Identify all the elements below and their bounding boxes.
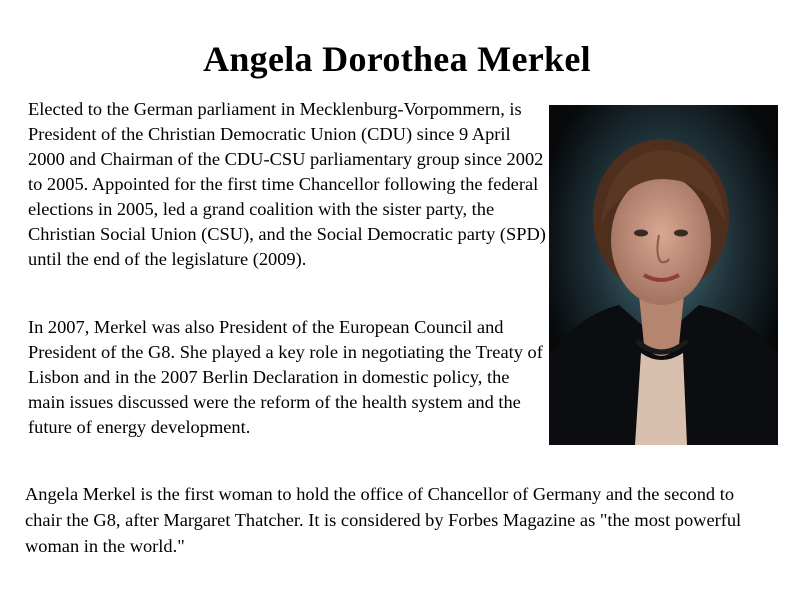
biography-paragraph-1 — [28, 97, 548, 272]
page-title: Angela Dorothea Merkel — [203, 39, 591, 79]
paragraph-text: In 2007, Merkel was also President of the European Council and President of the G8. She played a key role in negotiating the Treaty of Lisbon and in the 2007 Berlin Declaration in domestic policy, the main issues discussed were the reform of the health system and the future of energy development. — [28, 317, 543, 437]
portrait-illustration — [549, 105, 778, 445]
paragraph-text: Elected to the German parliament in Mecklenburg-Vorpommern, is President of the Christian Democratic Union (CDU) since 9 April 2000 and Chairman of the CDU-CSU parliamentary group since 2002 to 2005. Appointed for the first time Chancellor following the federal elections in 2005, led a grand coalition with the sister party, the Christian Social Union (CSU), and the Social Democratic party (SPD) until the end of the legislature (2009). — [28, 99, 546, 269]
portrait-photo — [549, 105, 778, 445]
biography-paragraph-3 — [25, 481, 755, 559]
paragraph-text: Angela Merkel is the first woman to hold the office of Chancellor of Germany and the second to chair the G8, after Margaret Thatcher. It is considered by Forbes Magazine as "the most powerful woman in the world." — [25, 484, 742, 556]
biography-paragraph-2 — [28, 315, 548, 440]
